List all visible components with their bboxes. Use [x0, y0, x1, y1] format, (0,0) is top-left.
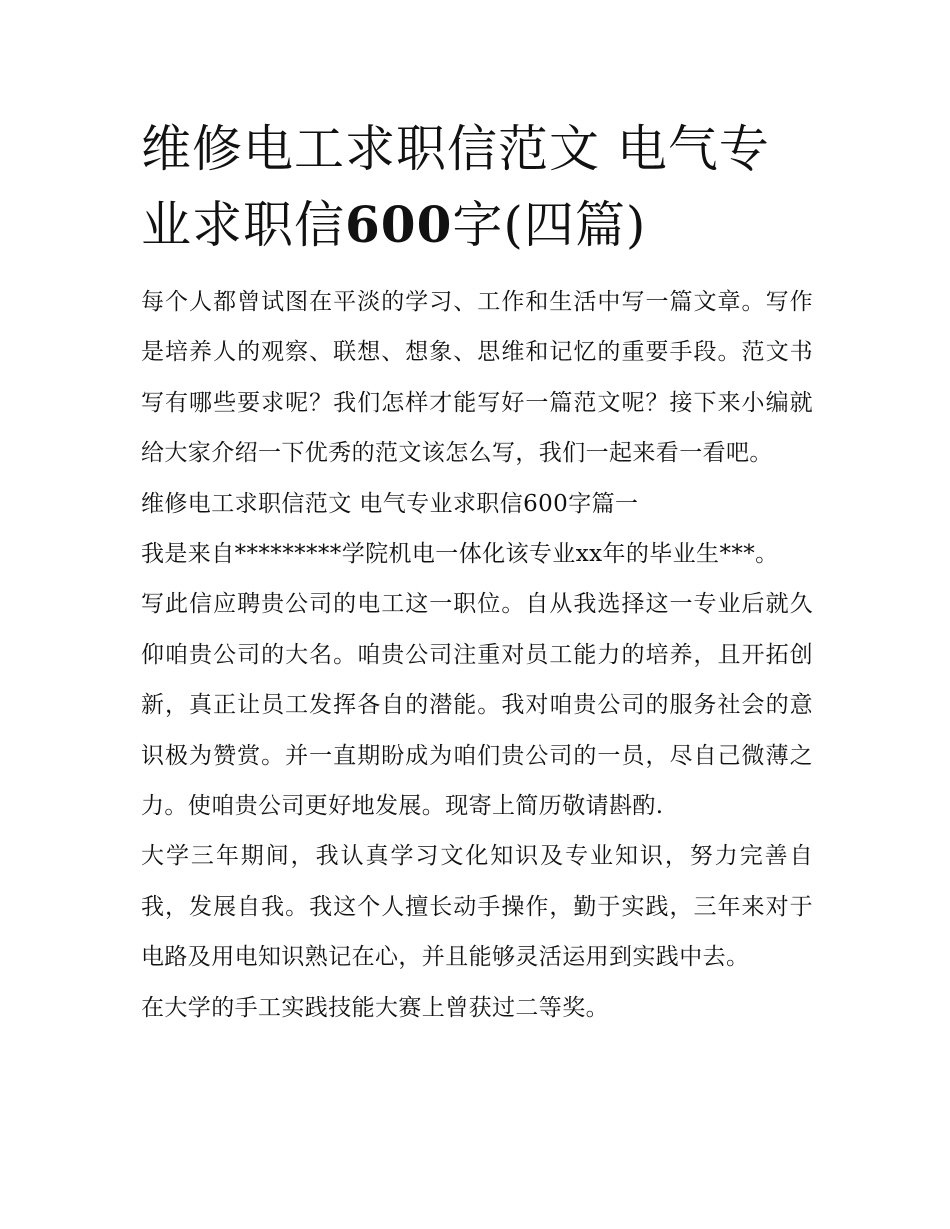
intro-paragraph: 每个人都曾试图在平淡的学习、工作和生活中写一篇文章。写作是培养人的观察、联想、想象、思维和记忆的重要手段。范文书写有哪些要求呢？我们怎样才能写好一篇范文呢？接下来小编就给大家介绍一下优秀的范文该怎么写，我们一起来看一看吧。 [141, 289, 813, 467]
document-content [141, 112, 813, 1033]
document-body [141, 277, 813, 1033]
body-paragraph: 写此信应聘贵公司的电工这一职位。自从我选择这一专业后就久仰咱贵公司的大名。咱贵公司注重对员工能力的培养，且开拓创新，真正让员工发挥各自的潜能。我对咱贵公司的服务社会的意识极为赞赏。并一直期盼成为咱们贵公司的一员，尽自己微薄之力。使咱贵公司更好地发展。现寄上简历敬请斟酌. [141, 591, 813, 820]
body-paragraph: 我是来自*********学院机电一体化该专业xx年的毕业生***。 [141, 541, 779, 568]
document-title: 维修电工求职信范文 电气专业求职信600字(四篇) [141, 120, 770, 254]
body-paragraph: 在大学的手工实践技能大赛上曾获过二等奖。 [141, 994, 609, 1021]
title-number: 600 [345, 195, 453, 254]
section-heading: 维修电工求职信范文 电气专业求职信600字篇一 [141, 490, 639, 517]
body-paragraph: 大学三年期间，我认真学习文化知识及专业知识，努力完善自我，发展自我。我这个人擅长动手操作，勤于实践，三年来对于电路及用电知识熟记在心，并且能够灵活运用到实践中去。 [141, 843, 813, 971]
